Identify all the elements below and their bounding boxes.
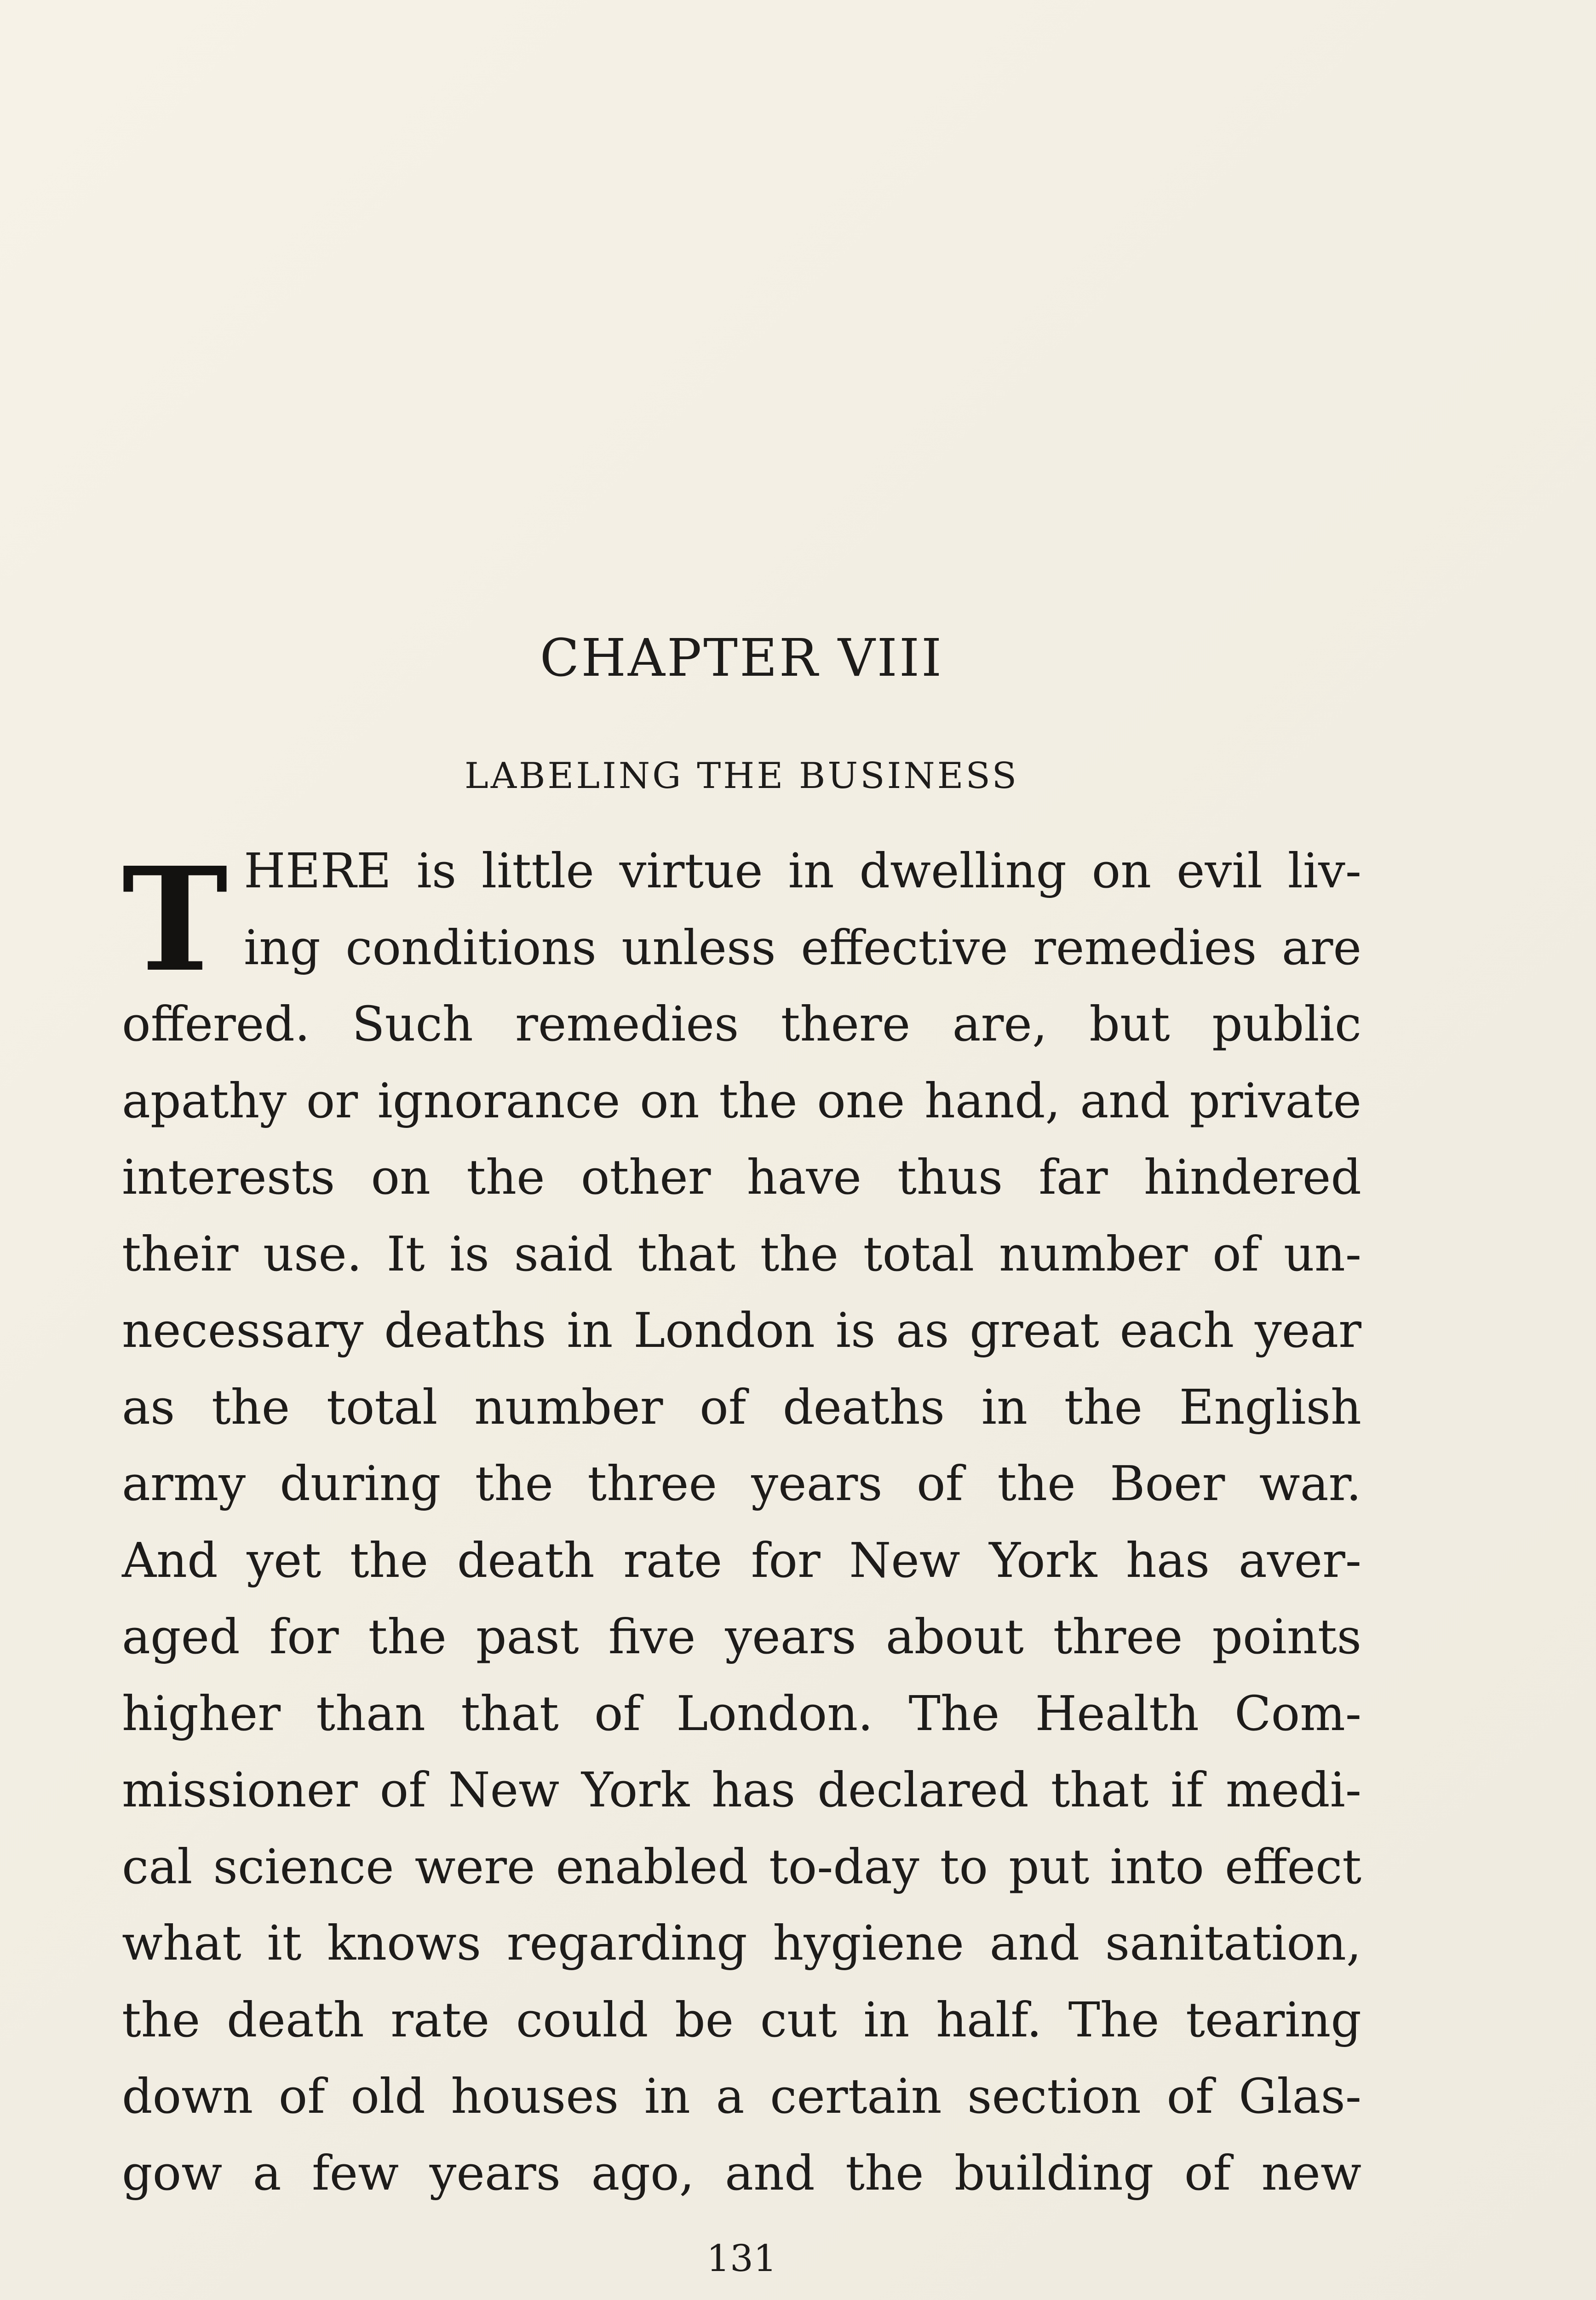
page-number: 131 xyxy=(706,2237,777,2280)
chapter-heading: CHAPTER VIII xyxy=(540,628,944,688)
text-line: necessary deaths in London is as great each year xyxy=(122,1302,1361,1358)
text-line: And yet the death rate for New York has aver- xyxy=(122,1532,1361,1588)
text-line: interests on the other have thus far hindered xyxy=(122,1149,1361,1205)
text-line: as the total number of deaths in the English xyxy=(122,1379,1361,1435)
text-line: down of old houses in a certain section of Glas- xyxy=(122,2068,1361,2124)
text-line: apathy or ignorance on the one hand, and private xyxy=(122,1072,1361,1129)
text-line: what it knows regarding hygiene and sanitation, xyxy=(122,1915,1361,1971)
body-text xyxy=(122,833,1361,2211)
text-line: aged for the past five years about three points xyxy=(122,1609,1361,1665)
text-line: ing conditions unless effective remedies are xyxy=(244,919,1361,976)
text-line: missioner of New York has declared that if medi- xyxy=(122,1762,1361,1818)
text-line: army during the three years of the Boer war. xyxy=(122,1455,1361,1512)
text-line: offered. Such remedies there are, but public xyxy=(122,996,1361,1052)
text-line: HERE is little virtue in dwelling on evil liv- xyxy=(244,843,1361,899)
chapter-subtitle: LABELING THE BUSINESS xyxy=(464,755,1019,797)
drop-cap: T xyxy=(122,836,228,1004)
text-line: the death rate could be cut in half. The tearing xyxy=(122,1991,1361,2048)
text-line: gow a few years ago, and the building of new xyxy=(122,2145,1361,2201)
text-line: cal science were enabled to-day to put into effect xyxy=(122,1838,1361,1895)
text-line: their use. It is said that the total number of un- xyxy=(122,1225,1361,1282)
text-line: higher than that of London. The Health Com- xyxy=(122,1685,1361,1742)
